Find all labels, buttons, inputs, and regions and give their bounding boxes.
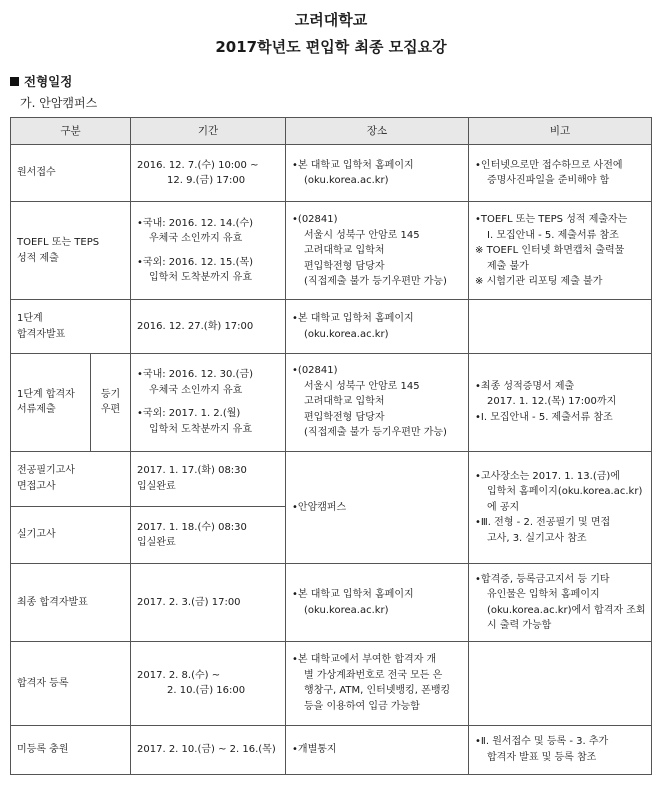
cell-line: 우체국 소인까지 유효: [149, 233, 243, 245]
cell-note: [469, 202, 652, 300]
cell-line: •국내: 2016. 12. 30.(금): [137, 369, 254, 381]
document-title: 고려대학교: [294, 11, 368, 29]
cell-place: [286, 353, 469, 451]
cell-category: [11, 564, 131, 642]
cell-line: 우편: [100, 404, 121, 416]
cell-line: 편입학전형 담당자: [304, 260, 385, 272]
cell-line: •고사장소는 2017. 1. 13.(금)에: [475, 470, 620, 482]
cell-line: 등기: [100, 388, 121, 400]
cell-line: (직접제출 불가 등기우편만 가능): [304, 427, 447, 439]
header-note: 비고: [469, 118, 652, 145]
cell-note: [469, 145, 652, 202]
cell-line: 등을 이용하여 입금 가능함: [304, 700, 420, 712]
table-row: [11, 725, 652, 774]
header-category: 구분: [11, 118, 131, 145]
cell-line: •본 대학교 입학처 홈페이지: [292, 159, 414, 171]
cell-line: 최종 합격자발표: [17, 596, 88, 608]
cell-line: •최종 성적증명서 제출: [475, 380, 575, 392]
cell-line: 별 가상계좌번호로 전국 모든 은: [304, 669, 443, 681]
cell-line: 입학처 도착분까지 유효: [149, 423, 252, 435]
header-place: 장소: [286, 118, 469, 145]
cell-category: [11, 641, 131, 725]
cell-line: (oku.korea.ac.kr): [304, 604, 389, 616]
cell-line: •본 대학교 입학처 홈페이지: [292, 313, 414, 325]
cell-place: [286, 451, 469, 563]
cell-line: •Ⅰ. 모집안내 - 5. 제출서류 참조: [475, 411, 613, 423]
cell-line: 입학처 도착분까지 유효: [149, 272, 252, 284]
cell-line: •(02841): [292, 214, 338, 226]
cell-category: [11, 507, 131, 564]
cell-period: [131, 202, 286, 300]
cell-line: 에 공지: [487, 501, 520, 513]
header-period: 기간: [131, 118, 286, 145]
cell-place: [286, 564, 469, 642]
cell-line: 서울시 성북구 안암로 145: [304, 229, 420, 241]
cell-line: •본 대학교 입학처 홈페이지: [292, 589, 414, 601]
cell-line: 고려대학교 입학처: [304, 245, 385, 257]
cell-period: [131, 300, 286, 353]
cell-line: 12. 9.(금) 17:00: [167, 175, 246, 187]
cell-line: ※ 시험기관 리포팅 제출 불가: [475, 276, 603, 288]
cell-line: TOEFL 또는 TEPS: [17, 237, 100, 249]
cell-note-empty: [469, 300, 652, 353]
cell-line: 1단계: [17, 313, 43, 325]
cell-line: •국외: 2016. 12. 15.(목): [137, 256, 254, 268]
cell-line: 증명사진파일을 준비해야 함: [487, 175, 610, 187]
cell-place: [286, 202, 469, 300]
cell-line: •(02841): [292, 365, 338, 377]
cell-line: 서류제출: [17, 404, 56, 416]
cell-note: [469, 353, 652, 451]
cell-line: (oku.korea.ac.kr): [304, 175, 389, 187]
cell-period: [131, 725, 286, 774]
schedule-table: [10, 117, 652, 775]
cell-line: 합격자 발표 및 등록 참조: [487, 751, 597, 763]
cell-category: [11, 451, 131, 506]
cell-line: 2016. 12. 7.(수) 10:00 ~: [137, 159, 259, 171]
cell-line: 고려대학교 입학처: [304, 396, 385, 408]
cell-line: •개별통지: [292, 744, 337, 756]
cell-category: [11, 202, 131, 300]
cell-line: (직접제출 불가 등기우편만 가능): [304, 276, 447, 288]
cell-place: [286, 300, 469, 353]
cell-period: [131, 564, 286, 642]
cell-note: [469, 564, 652, 642]
cell-line: Ⅰ. 모집안내 - 5. 제출서류 참조: [487, 229, 619, 241]
cell-period: [131, 353, 286, 451]
cell-line: 2017. 2. 8.(수) ~: [137, 669, 221, 681]
cell-line: 편입학전형 담당자: [304, 411, 385, 423]
cell-line: 2016. 12. 27.(화) 17:00: [137, 320, 254, 332]
cell-line: •인터넷으로만 접수하므로 사전에: [475, 159, 623, 171]
cell-line: ※ TOEFL 인터넷 화면캡처 출력물: [475, 245, 625, 257]
cell-line: 1단계 합격자: [17, 388, 75, 400]
cell-line: 서울시 성북구 안암로 145: [304, 380, 420, 392]
section-heading: [10, 72, 72, 90]
cell-line: 2. 10.(금) 16:00: [167, 685, 246, 697]
cell-note: [469, 451, 652, 563]
cell-line: 2017. 2. 10.(금) ~ 2. 16.(목): [137, 744, 276, 756]
cell-line: •국내: 2016. 12. 14.(수): [137, 217, 254, 229]
cell-line: •Ⅲ. 전형 - 2. 전공필기 및 면접: [475, 517, 611, 529]
cell-line: 입실완료: [137, 480, 176, 492]
cell-place: [286, 641, 469, 725]
cell-note-empty: [469, 641, 652, 725]
cell-line: 시 출력 가능함: [487, 620, 552, 632]
table-header-row: [11, 118, 652, 145]
cell-line: 전공필기고사: [17, 465, 75, 477]
cell-period: [131, 145, 286, 202]
cell-line: 우체국 소인까지 유효: [149, 384, 243, 396]
cell-place: [286, 145, 469, 202]
cell-line: (oku.korea.ac.kr): [304, 328, 389, 340]
cell-line: 원서접수: [17, 167, 56, 179]
cell-note: [469, 725, 652, 774]
cell-category: [11, 353, 91, 451]
cell-line: 제출 불가: [487, 260, 529, 272]
cell-line: 2017. 2. 3.(금) 17:00: [137, 596, 241, 608]
table-row: [11, 451, 652, 506]
cell-line: 2017. 1. 17.(화) 08:30: [137, 465, 247, 477]
cell-line: 성적 제출: [17, 252, 59, 264]
section-heading-text: 전형일정: [24, 74, 73, 89]
cell-line: 면접고사: [17, 480, 56, 492]
cell-category: [11, 725, 131, 774]
cell-line: 유인물은 입학처 홈페이지: [487, 589, 600, 601]
cell-line: 고사, 3. 실기고사 참조: [487, 532, 587, 544]
cell-line: •TOEFL 또는 TEPS 성적 제출자는: [475, 214, 628, 226]
document-subtitle: 2017학년도 편입학 최종 모집요강: [215, 38, 447, 56]
cell-line: •합격증, 등록금고지서 등 기타: [475, 573, 610, 585]
cell-line: 2017. 1. 12.(목) 17:00까지: [487, 396, 617, 408]
cell-period: [131, 507, 286, 564]
cell-line: 입실완료: [137, 537, 176, 549]
cell-line: (oku.korea.ac.kr)에서 합격자 조회: [487, 604, 646, 616]
table-row: [11, 145, 652, 202]
cell-line: •본 대학교에서 부여한 합격자 개: [292, 654, 437, 666]
cell-category: [11, 145, 131, 202]
cell-period: [131, 641, 286, 725]
cell-line: 합격자 등록: [17, 677, 69, 689]
table-row: [11, 300, 652, 353]
section-subheading: 가. 안암캠퍼스: [20, 96, 98, 110]
cell-line: 행창구, ATM, 인터넷뱅킹, 폰뱅킹: [304, 685, 451, 697]
cell-period: [131, 451, 286, 506]
table-row: [11, 353, 652, 451]
table-row: [11, 202, 652, 300]
cell-line: 실기고사: [17, 529, 56, 541]
cell-line: 입학처 홈페이지(oku.korea.ac.kr): [487, 486, 643, 498]
cell-place: [286, 725, 469, 774]
table-row: [11, 641, 652, 725]
cell-line: •Ⅱ. 원서접수 및 등록 - 3. 추가: [475, 736, 609, 748]
cell-line: •국외: 2017. 1. 2.(월): [137, 408, 241, 420]
cell-line: •안암캠퍼스: [292, 501, 347, 513]
table-row: [11, 564, 652, 642]
cell-line: 2017. 1. 18.(수) 08:30: [137, 521, 247, 533]
cell-subcategory: [91, 353, 131, 451]
cell-line: 합격자발표: [17, 328, 66, 340]
square-bullet-icon: [10, 77, 19, 86]
cell-line: 미등록 충원: [17, 744, 69, 756]
cell-category: [11, 300, 131, 353]
